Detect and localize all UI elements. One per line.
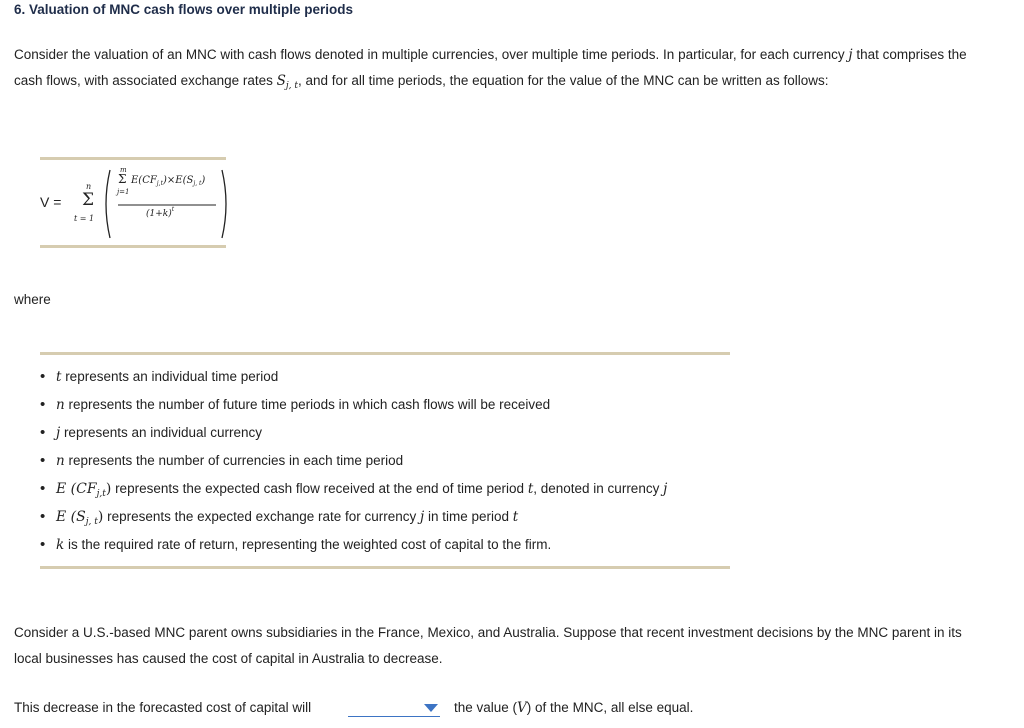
answer-dropdown[interactable] xyxy=(348,698,440,717)
dropdown-arrow-icon[interactable] xyxy=(424,704,438,712)
question-text-after xyxy=(454,700,693,716)
def-tail-text: , denoted in currency xyxy=(533,481,664,496)
definition-item xyxy=(40,506,667,534)
denominator-exponent: t xyxy=(171,206,175,213)
def-tail-symbol-2: t xyxy=(512,509,519,525)
formula-denominator xyxy=(146,206,174,219)
def-symbol: E (S xyxy=(56,509,86,525)
formula-top-rule xyxy=(40,157,226,160)
definitions-list xyxy=(40,366,667,562)
valuation-formula xyxy=(40,166,230,240)
def-symbol: E (CF xyxy=(56,481,97,497)
inner-sum-upper: m xyxy=(120,166,127,174)
numerator-cf: E(CF xyxy=(131,175,157,186)
intro-text-2: that comprises the cash flows, with associated exchange rates xyxy=(14,47,967,88)
question-text-before: This decrease in the forecasted cost of capital will xyxy=(14,700,312,715)
definition-item xyxy=(40,534,667,562)
inner-sigma: Σ xyxy=(118,172,127,186)
formula-bottom-rule xyxy=(40,245,226,248)
page-title: 6. Valuation of MNC cash flows over multiple periods xyxy=(14,2,354,17)
definition-item xyxy=(40,422,667,450)
outer-sum-lower: t = 1 xyxy=(74,214,95,223)
def-symbol-sub: j,t xyxy=(96,489,106,499)
def-tail-symbol: t xyxy=(527,481,534,497)
intro-text-1: Consider the valuation of an MNC with cash flows denoted in multiple currencies, over multiple time periods. In particular, for each currency xyxy=(14,47,849,62)
def-text: represents the expected cash flow received at the end of time period xyxy=(111,481,528,496)
var-j: j xyxy=(848,47,853,63)
def-symbol: n xyxy=(56,397,65,413)
var-s: S xyxy=(276,73,286,89)
def-text: represents an individual currency xyxy=(60,425,263,440)
def-symbol: n xyxy=(56,453,65,469)
def-symbol: j xyxy=(56,425,61,441)
def-text: represents an individual time period xyxy=(61,369,279,384)
def-text: represents the expected exchange rate for currency xyxy=(103,509,421,524)
denominator-base: (1+k) xyxy=(146,209,172,219)
question-after-1: the value ( xyxy=(454,700,518,715)
formula-lhs: V = xyxy=(40,194,62,210)
def-tail-symbol-2: j xyxy=(663,481,668,497)
outer-sum-upper: n xyxy=(86,182,92,191)
scenario-paragraph: Consider a U.S.-based MNC parent owns subsidiaries in the France, Mexico, and Australia. Suppose that recent investment decisions by the MNC parent in its local businesses has caused the cost of capital in Australia to decrease. xyxy=(14,625,962,666)
definition-item xyxy=(40,394,667,422)
def-symbol: t xyxy=(56,369,62,385)
numerator-mid: )×E(S xyxy=(162,175,194,186)
definitions-bottom-rule xyxy=(40,566,730,569)
numerator-end: ) xyxy=(201,175,206,186)
def-symbol-close: ) xyxy=(97,509,104,525)
definition-item xyxy=(40,450,667,478)
question-after-2: ) of the MNC, all else equal. xyxy=(526,700,694,715)
where-label: where xyxy=(14,292,51,307)
question-var-v: V xyxy=(517,700,527,716)
def-symbol-close: ) xyxy=(105,481,112,497)
var-s-subscript: j, t xyxy=(285,81,299,91)
def-text: represents the number of currencies in each time period xyxy=(64,453,404,468)
outer-sigma: Σ xyxy=(82,190,95,210)
def-tail-symbol: j xyxy=(420,509,425,525)
def-text: represents the number of future time periods in which cash flows will be received xyxy=(64,397,551,412)
def-text: is the required rate of return, representing the weighted cost of capital to the firm. xyxy=(64,537,552,552)
inner-sum-lower: j=1 xyxy=(117,188,130,196)
definition-item xyxy=(40,478,667,506)
intro-text-3: , and for all time periods, the equation for the value of the MNC can be written as follows: xyxy=(298,73,829,88)
numerator-s-sub: j, t xyxy=(193,180,202,187)
def-symbol-sub: j, t xyxy=(85,517,98,527)
intro-paragraph xyxy=(14,42,984,99)
def-symbol: k xyxy=(56,537,65,553)
definition-item xyxy=(40,366,667,394)
definitions-top-rule xyxy=(40,352,730,355)
formula-numerator xyxy=(131,175,205,187)
def-tail-text: in time period xyxy=(424,509,513,524)
numerator-cf-sub: j,t xyxy=(156,180,163,187)
